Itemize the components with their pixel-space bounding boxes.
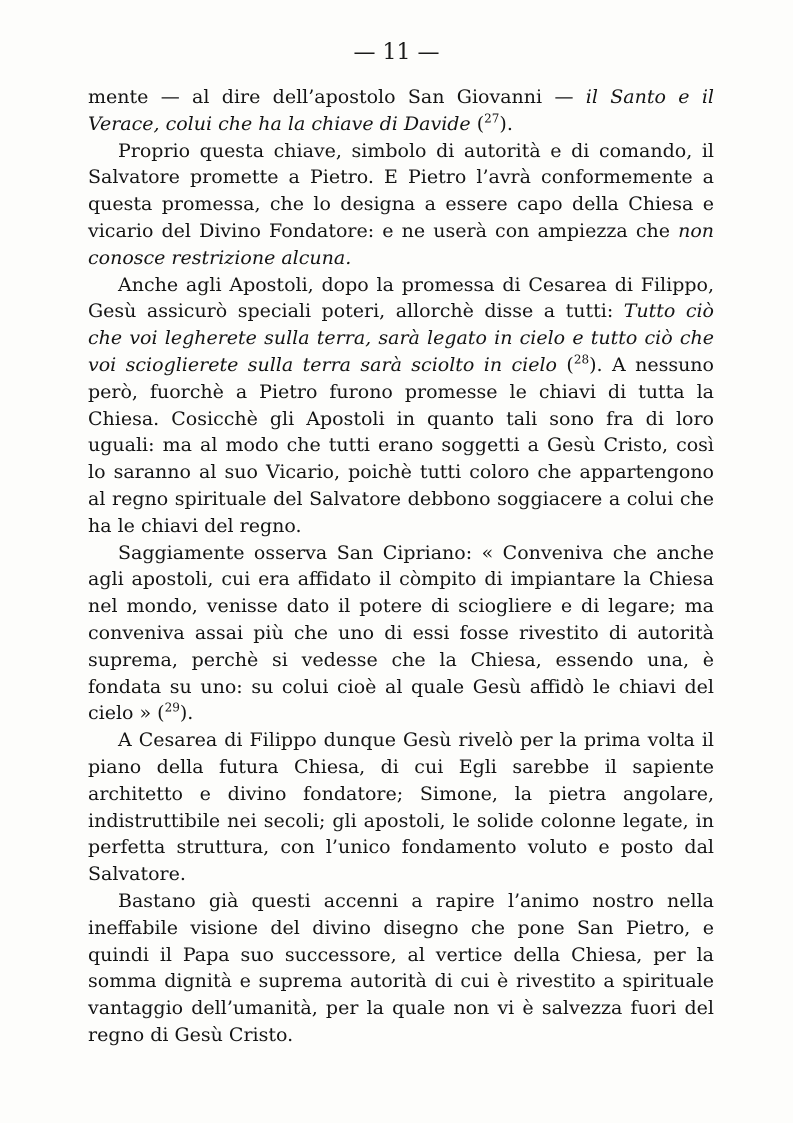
text-run: Proprio questa chiave, simbolo di autorità e di comando, il Salvatore promette a Pietro. E Pietro l’avrà conformemente a questa promessa, che lo designa a essere capo della Chiesa e vicario del Divino Fondatore: e ne userà con ampiezza che: [88, 139, 714, 242]
text-run: (: [556, 353, 574, 376]
text-run: ).: [179, 702, 194, 725]
paragraph: [88, 272, 714, 540]
paragraph: [88, 888, 714, 1049]
text-run: Bastano già questi accenni a rapire l’animo nostro nella ineffabile visione del divino disegno che pone San Pietro, e quindi il Papa suo successore, al vertice della Chiesa, per la somma dignità e suprema autorità di cui è rivestito a spirituale vantaggio dell’umanità, per la quale non vi è salvezza fuori del regno di Gesù Cristo.: [88, 889, 714, 1046]
footnote-reference: 27: [484, 111, 500, 126]
text-run: (: [470, 112, 485, 135]
text-run: ). A nessuno però, fuorchè a Pietro furono promesse le chiavi di tutta la Chiesa. Cosicchè gli Apostoli in quanto tali sono fra di loro uguali: ma al modo che tutti erano soggetti a Gesù Cristo, così lo saranno al suo Vicario, poichè tutti coloro che appartengono al regno spirituale del Salvatore debbono soggiacere a colui che ha le chiavi del regno.: [88, 353, 714, 537]
text-run: Saggiamente osserva San Cipriano: « Conveniva che anche agli apostoli, cui era affidato il còmpito di impiantare la Chiesa nel mondo, venisse dato il potere di sciogliere e di legare; ma conveniva assai più che uno di essi fosse rivestito di autorità suprema, perchè si vedesse che la Chiesa, essendo una, è fondata su uno: su colui cioè al quale Gesù affidò le chiavi del cielo » (: [88, 541, 714, 725]
italic-quote: il Santo e il Verace, colui che ha la chiave di Davide: [88, 86, 715, 135]
text-run: A Cesarea di Filippo dunque Gesù rivelò per la prima volta il piano della futura Chiesa, di cui Egli sarebbe il sapiente architetto e divino fondatore; Simone, la pietra angolare, indistruttibile nei secoli; gli apostoli, le solide colonne legate, in perfetta struttura, con l’unico fondamento voluto e posto dal Salvatore.: [88, 729, 714, 886]
paragraph: [88, 540, 714, 728]
body-text: [88, 84, 714, 1049]
footnote-reference: 29: [164, 701, 180, 715]
paragraph: [88, 138, 714, 272]
footnote-reference: 28: [573, 352, 590, 367]
text-run: ).: [499, 112, 513, 135]
paragraph: [88, 727, 714, 888]
italic-quote: non conosce restrizione alcuna.: [88, 219, 714, 269]
paragraph: [88, 84, 714, 138]
text-run: Anche agli Apostoli, dopo la promessa di Cesarea di Filippo, Gesù assicurò speciali poteri, allorchè disse a tutti:: [88, 273, 714, 323]
italic-quote: Tutto ciò che voi legherete sulla terra, sarà legato in cielo e tutto ciò che voi scioglierete sulla terra sarà sciolto in cielo: [88, 300, 714, 376]
text-run: mente — al dire dell’apostolo San Giovanni —: [88, 86, 586, 108]
page-number: — 11 —: [353, 40, 440, 65]
